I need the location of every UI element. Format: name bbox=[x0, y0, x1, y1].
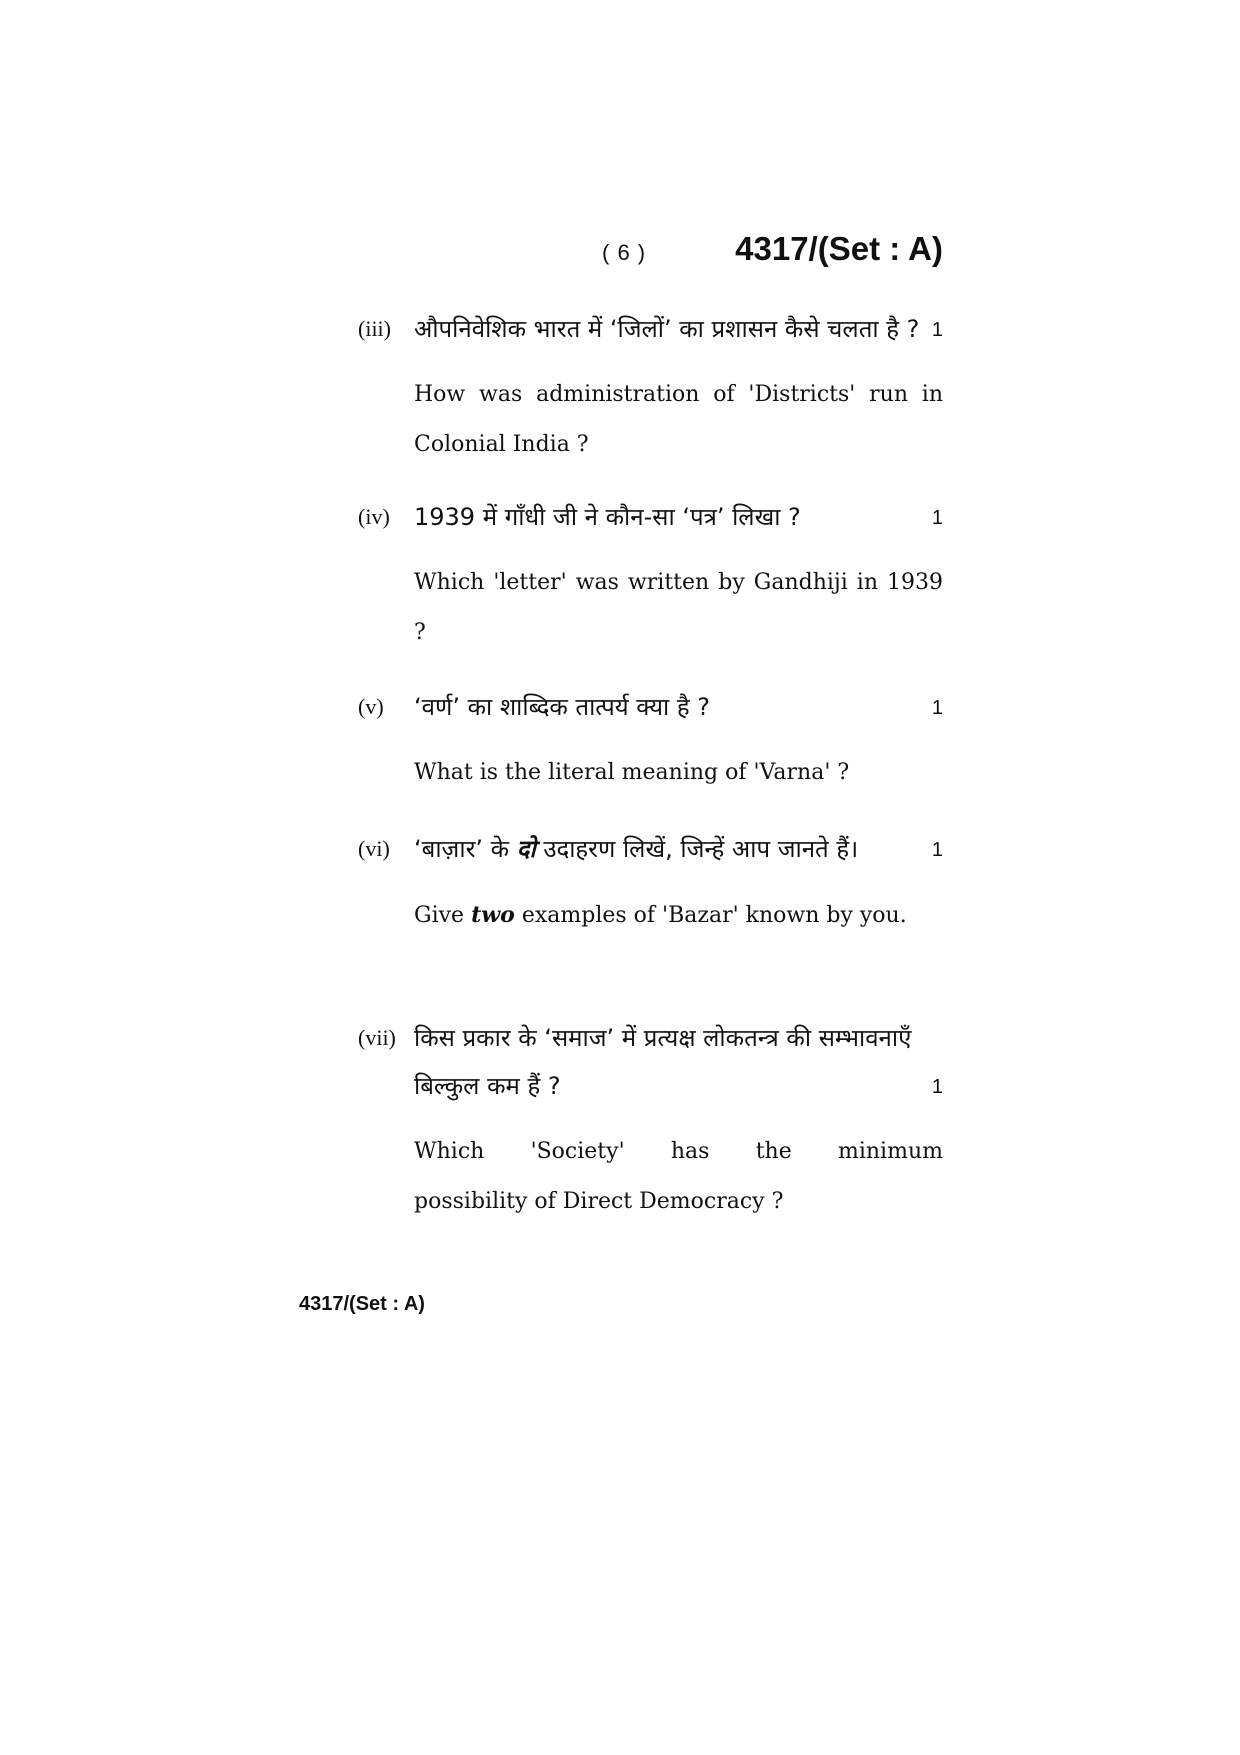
page-number: ( 6 ) bbox=[602, 240, 647, 265]
question-hindi-line-1: किस प्रकार के ‘समाज’ में प्रत्यक्ष लोकतन्त्र की सम्भावनाएँ bbox=[414, 1024, 912, 1052]
question-english: How was administration of 'Districts' run in Colonial India ? bbox=[414, 382, 943, 457]
question-marks: 1 bbox=[931, 839, 943, 861]
question-marks: 1 bbox=[931, 1076, 943, 1098]
question-hindi: ‘वर्ण’ का शाब्दिक तात्पर्य क्या है ? bbox=[414, 693, 710, 721]
question-english-line-2: possibility of Direct Democracy ? bbox=[414, 1189, 784, 1214]
question-english-line-1 bbox=[414, 1127, 943, 1177]
paper-code-header: 4317/(Set : A) bbox=[735, 230, 943, 267]
question-label: (vi) bbox=[358, 836, 390, 861]
english-word: Which bbox=[414, 1139, 485, 1164]
question-hindi-line-2: बिल्कुल कम हैं ? bbox=[414, 1072, 561, 1100]
hindi-emphasis: दो bbox=[516, 835, 536, 863]
english-text-post: examples of 'Bazar' known by you. bbox=[514, 903, 907, 928]
question-english: Which 'letter' was written by Gandhiji in 1939 ? bbox=[414, 570, 943, 645]
english-emphasis: two bbox=[471, 902, 515, 928]
question-marks: 1 bbox=[931, 507, 943, 529]
question-hindi: 1939 में गाँधी जी ने कौन-सा ‘पत्र’ लिखा ? bbox=[414, 503, 801, 531]
question-label: (iii) bbox=[358, 316, 391, 341]
english-word: has bbox=[670, 1139, 710, 1164]
hindi-text-post: उदाहरण लिखें, जिन्हें आप जानते हैं। bbox=[535, 835, 859, 863]
question-label: (vii) bbox=[358, 1025, 396, 1050]
english-word: the bbox=[755, 1139, 792, 1164]
question-hindi bbox=[414, 825, 903, 873]
question-label: (iv) bbox=[358, 504, 390, 529]
question-marks: 1 bbox=[931, 319, 943, 341]
question-hindi: औपनिवेशिक भारत में ‘जिलों’ का प्रशासन कैसे चलता है ? bbox=[414, 315, 920, 343]
paper-code-footer: 4317/(Set : A) bbox=[299, 1293, 425, 1315]
question-english: What is the literal meaning of 'Varna' ? bbox=[414, 760, 850, 785]
question-marks: 1 bbox=[931, 697, 943, 719]
english-word: minimum bbox=[837, 1139, 943, 1164]
hindi-text-pre: ‘बाज़ार’ के bbox=[414, 835, 517, 863]
question-label: (v) bbox=[358, 694, 384, 719]
english-word: 'Society' bbox=[530, 1139, 625, 1164]
question-english bbox=[414, 890, 943, 941]
english-text-pre: Give bbox=[414, 903, 472, 928]
